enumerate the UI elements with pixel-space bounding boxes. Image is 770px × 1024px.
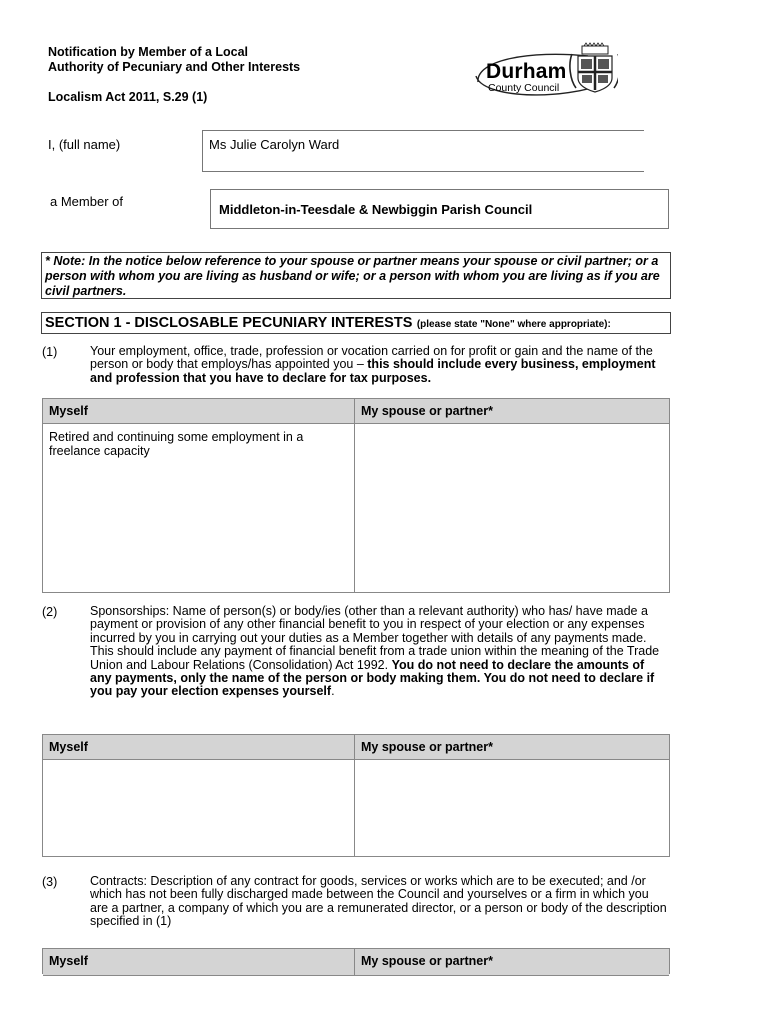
item-2-text-end: . [331,684,335,699]
logo-subtitle: County Council [488,82,560,94]
item-1-table-row [43,424,669,593]
item-3-text: Contracts: Description of any contract for goods, services or works which are to be executed; and /or which has not been fully discharged made between the Council and yourselves or a firm in which you are a partner, a company of which you are a remunerated director, or a person or body of the description specified in (1) [90,874,667,929]
member-of-label: a Member of [50,194,123,209]
item-2-number: (2) [42,605,58,619]
spouse-partner-note: * Note: In the notice below reference to your spouse or partner means your spouse or civil partner; or a person with whom you are living as husband or wife; or a person with whom you are living as if you are civil partners. [41,252,671,299]
durham-county-council-logo [470,42,618,104]
member-of-field[interactable] [210,189,669,229]
item-1-text-bold: this should include every business, employment and profession that you have to declare for tax purposes. [90,357,656,385]
item-1-myself-cell[interactable]: Retired and continuing some employment in a freelance capacity [43,424,355,593]
item-2-myself-cell[interactable] [43,760,355,857]
item-3-number: (3) [42,875,58,889]
item-1-text [90,345,668,385]
item-2-col-partner: My spouse or partner* [361,740,493,754]
section-1-subtitle: (please state "None" where appropriate): [416,319,611,330]
full-name-label: I, (full name) [48,137,121,152]
item-1-partner-cell[interactable] [355,424,669,593]
section-1-header [41,312,671,334]
act-reference: Localism Act 2011, S.29 (1) [48,90,208,104]
item-1-col-partner: My spouse or partner* [361,404,493,418]
form-title [48,45,300,75]
item-3-col-myself: Myself [43,949,355,975]
item-1-text-plain: Your employment, office, trade, profession or vocation carried on for profit or gain and the name of the person or body that employs/has appointed you – [90,344,653,372]
item-1-number: (1) [42,345,58,359]
crest-icon [570,43,618,92]
item-3-table-header [43,949,669,976]
item-2-text [90,605,668,699]
item-2-partner-cell[interactable] [355,760,669,857]
member-of-value: Middleton-in-Teesdale & Newbiggin Parish Council [219,202,533,217]
item-2-table [42,734,670,857]
item-3-col-partner: My spouse or partner* [361,954,493,968]
item-2-text-bold: You do not need to declare the amounts of any payments, only the name of the person or body making them. You do not need to declare if you pay your election expenses yourself [90,657,655,699]
item-1-table-header [43,399,669,424]
form-title-line2: Authority of Pecuniary and Other Interests [48,60,301,74]
full-name-value: Ms Julie Carolyn Ward [209,137,340,152]
item-2-table-header [43,735,669,760]
form-title-line1: Notification by Member of a Local [48,45,249,59]
logo-name: Durham [486,60,567,83]
item-2-text-plain: Sponsorships: Name of person(s) or body/ies (other than a relevant authority) who has/ have made a payment or provision of any other financial benefit to you in respect of your election or any expenses incurred by you in carrying out your duties as a Member together with details of any payments made. This should include any payment of financial benefit from a trade union within the meaning of the Trade Union and Labour Relations (Consolidation) Act 1992. [90,604,660,672]
item-2-table-row [43,760,669,857]
item-2-col-myself: Myself [43,735,355,759]
item-1-col-myself: Myself [43,399,355,423]
item-1-table [42,398,670,593]
full-name-field[interactable] [202,130,644,172]
section-1-title: SECTION 1 - DISCLOSABLE PECUNIARY INTERESTS [45,315,413,331]
item-3-table [42,948,670,974]
